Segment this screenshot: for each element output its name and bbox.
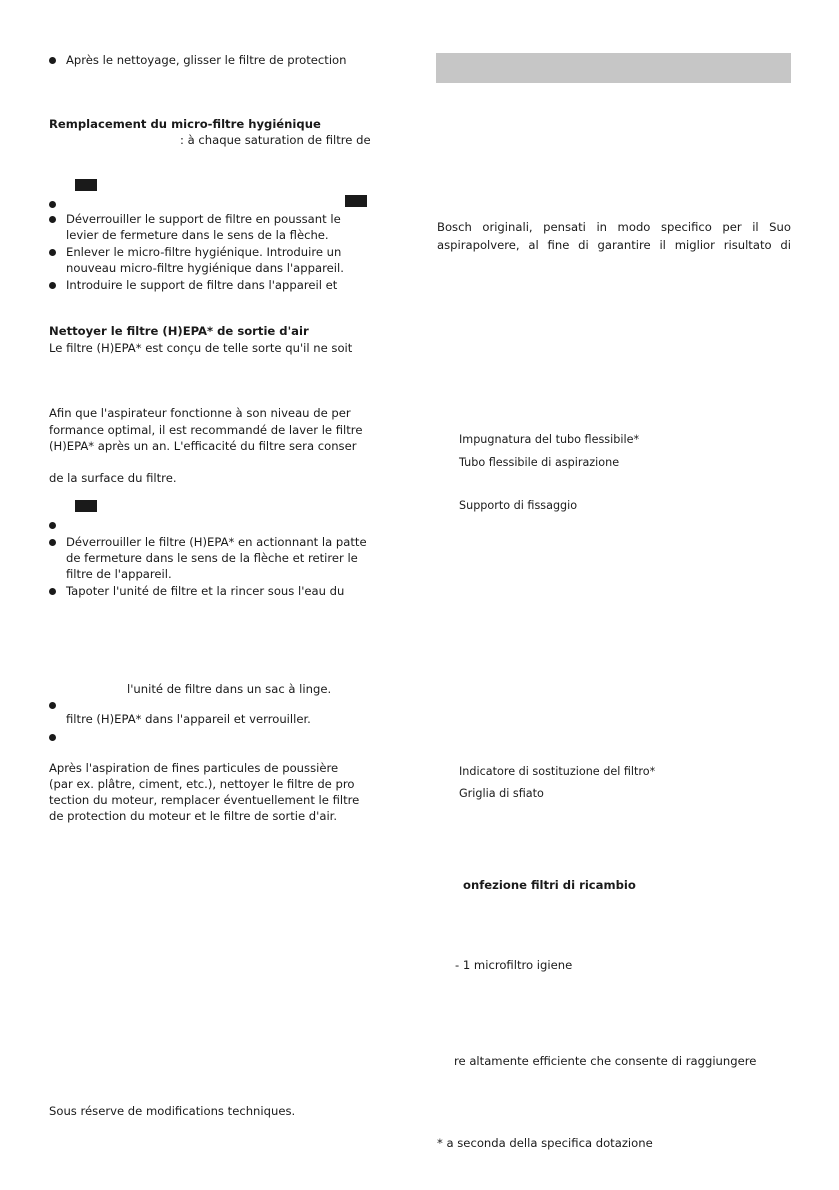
bullet-dot [49,734,56,741]
bosch-line: Bosch originali, pensati in modo specifico per il Suo [437,220,791,234]
fine-dust-line: tection du moteur, remplacer éventuellement le filtre [49,793,360,807]
fine-dust-line: de protection du moteur et le filtre de sortie d'air. [49,809,338,823]
part-label: Tubo flessibile di aspirazione [459,456,620,469]
hepa-paragraph-line: Afin que l'aspirateur fonctionne à son niveau de per [49,406,351,420]
figure-reference-box [75,179,97,191]
figure-reference-box [345,195,367,207]
hepa-surface: de la surface du filtre. [49,471,177,485]
spare-filter-heading: onfezione filtri di ricambio [463,878,636,892]
bosch-line: aspirapolvere, al fine di garantire il miglior risultato di [437,238,791,252]
figure-reference-box [75,500,97,512]
part-label: Indicatore di sostituzione del filtro* [459,765,656,778]
hepa-step-cont: filtre de l'appareil. [66,567,172,581]
bullet-dot [49,522,56,529]
hepa-paragraph-line: (H)EPA* après un an. L'efficacité du filtre sera conser [49,439,357,453]
micro-filter-frequency: : à chaque saturation de filtre de [180,133,371,147]
bullet-dot [49,201,56,208]
fine-dust-line: (par ex. plâtre, ciment, etc.), nettoyer le filtre de pro [49,777,355,791]
micro-filter-step-cont: nouveau micro-filtre hygiénique dans l'appareil. [66,261,344,275]
hepa-paragraph-line: formance optimal, il est recommandé de laver le filtre [49,423,363,437]
part-label: Impugnatura del tubo flessibile* [459,433,640,446]
hepa-reinsert: filtre (H)EPA* dans l'appareil et verrouiller. [66,712,311,726]
bullet-dot [49,702,56,709]
micro-filter-step: Introduire le support de filtre dans l'appareil et [66,278,338,292]
micro-filter-step-cont: levier de fermeture dans le sens de la flèche. [66,228,329,242]
efficient-filter-line: re altamente efficiente che consente di raggiungere [454,1054,757,1068]
equipment-footnote: * a seconda della specifica dotazione [437,1136,653,1150]
fine-dust-line: Après l'aspiration de fines particules de poussière [49,761,339,775]
micro-filter-step: Déverrouiller le support de filtre en poussant le [66,212,341,226]
part-label: Griglia di sfiato [459,787,544,800]
after-cleaning-bullet: Après le nettoyage, glisser le filtre de protection [66,53,347,67]
hepa-intro: Le filtre (H)EPA* est conçu de telle sorte qu'il ne soit [49,341,353,355]
section-header-bar [436,53,791,83]
hepa-laundry: l'unité de filtre dans un sac à linge. [127,682,332,696]
spare-filter-item: - 1 microfiltro igiene [455,958,573,972]
hepa-step: Tapoter l'unité de filtre et la rincer sous l'eau du [66,584,345,598]
footer-note: Sous réserve de modifications techniques. [49,1104,296,1118]
hepa-heading: Nettoyer le filtre (H)EPA* de sortie d'air [49,324,309,338]
hepa-step: Déverrouiller le filtre (H)EPA* en actionnant la patte [66,535,367,549]
micro-filter-heading: Remplacement du micro-filtre hygiénique [49,117,321,131]
micro-filter-step: Enlever le micro-filtre hygiénique. Introduire un [66,245,342,259]
hepa-step-cont: de fermeture dans le sens de la flèche et retirer le [66,551,358,565]
part-label: Supporto di fissaggio [459,499,578,512]
